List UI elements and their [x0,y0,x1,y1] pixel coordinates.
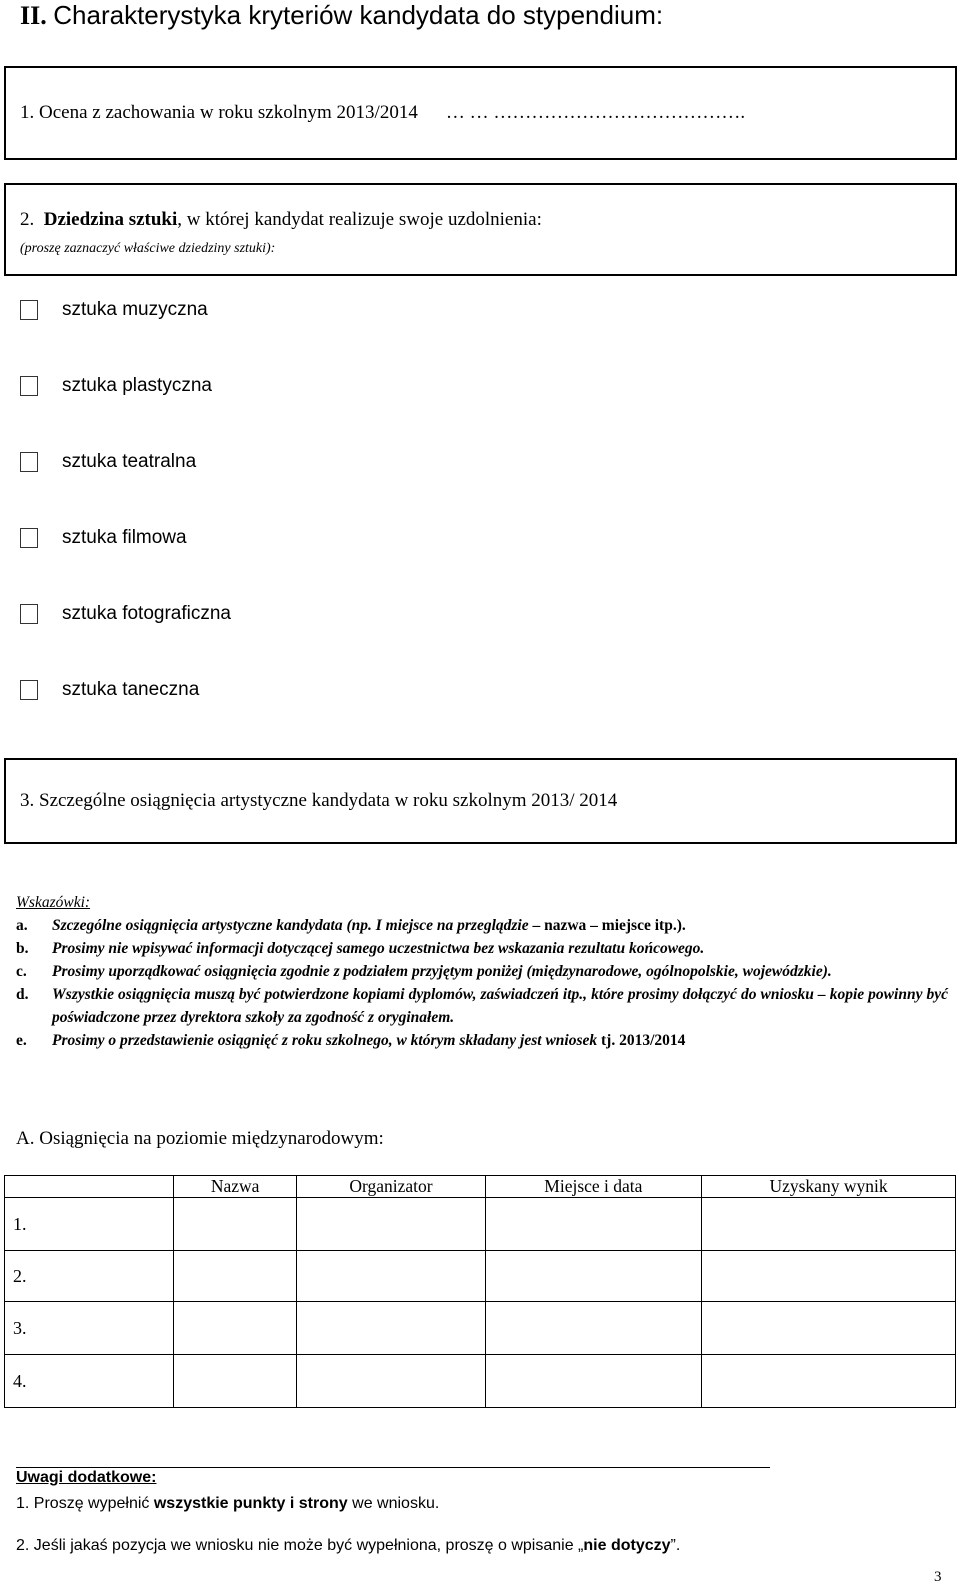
table-cell[interactable] [702,1355,956,1408]
checkbox[interactable] [20,452,38,472]
row-number: 1. [5,1198,174,1251]
table-cell[interactable] [485,1198,701,1251]
option-dance[interactable] [20,676,199,704]
art-field-number: 2. [20,209,35,230]
behavior-grade-question [20,102,745,124]
notes-header-text: Uwagi dodatkowe: [16,1469,157,1486]
table-cell[interactable] [702,1302,956,1355]
table-cell[interactable] [297,1302,485,1355]
checkbox[interactable] [20,300,38,320]
table-cell[interactable] [174,1251,297,1302]
hint-text: Wszystkie osiągnięcia muszą być potwierdzone kopiami dyplomów, zaświadczeń itp., które prosimy dołączyć do wniosku – kopie powinny być poświadczone przez dyrektora szkoły za zgodność z oryginałem. [52,986,948,1026]
section-title-text: Charakterystyka kryteriów kandydata do stypendium: [53,0,664,30]
section-number: II. [20,1,47,30]
hint-text: Prosimy uporządkować osiągnięcia zgodnie z podziałem przyjętym poniżej (międzynarodowe, ogólnopolskie, wojewódzkie). [52,963,832,980]
option-visual-art[interactable] [20,372,212,400]
option-label: sztuka filmowa [62,527,187,548]
table-row [5,1251,956,1302]
hints-header: Wskazówki: [16,894,91,911]
table-cell[interactable] [485,1302,701,1355]
behavior-grade-label: 1. Ocena z zachowania w roku szkolnym 2013/2014 [20,102,418,123]
behavior-grade-field[interactable]: … … …………………………………. [445,102,746,123]
hint-c [16,960,948,983]
art-field-text: , w której kandydat realizuje swoje uzdolnienia: [177,209,542,230]
column-header-result: Uzyskany wynik [702,1176,956,1198]
row-number: 4. [5,1355,174,1408]
hint-text-upright: – nazwa – miejsce itp.). [532,917,686,934]
table-cell[interactable] [485,1355,701,1408]
achievements-table [4,1175,956,1408]
note-bold: wszystkie punkty i strony [153,1495,348,1512]
option-label: sztuka plastyczna [62,375,212,396]
checkbox[interactable] [20,680,38,700]
hint-e [16,1029,948,1052]
art-field-instruction: (proszę zaznaczyć właściwe dziedziny sztuki): [20,241,276,256]
table-cell[interactable] [174,1355,297,1408]
note-text: 2. Jeśli jakaś pozycja we wniosku nie może być wypełniona, proszę o wpisanie „ [16,1537,584,1554]
behavior-grade-box [4,66,957,160]
note-text: 1. Proszę wypełnić [16,1495,154,1512]
notes-separator [16,1467,770,1468]
hint-text-upright: tj. 2013/2014 [601,1032,686,1049]
option-photography[interactable] [20,600,231,628]
hints-block [16,891,948,1052]
hint-letter: d. [16,986,29,1003]
row-number: 3. [5,1302,174,1355]
table-header-row [5,1176,956,1198]
section-text: Osiągnięcia na poziomie międzynarodowym: [39,1128,384,1149]
option-theatre[interactable] [20,448,196,476]
table-cell[interactable] [174,1198,297,1251]
achievements-box [4,758,957,844]
page-number: 3 [934,1569,942,1585]
table-row [5,1355,956,1408]
option-label: sztuka teatralna [62,451,197,472]
column-header-name: Nazwa [174,1176,297,1198]
section-title [20,0,663,31]
table-cell[interactable] [297,1251,485,1302]
note-1 [16,1495,439,1513]
note-text: we wniosku. [347,1495,440,1512]
note-text: ”. [670,1537,681,1554]
hint-text: Prosimy nie wpisywać informacji dotyczącej samego uczestnictwa bez wskazania rezultatu końcowego. [52,940,705,957]
art-field-bold: Dziedzina sztuki [43,209,178,230]
table-cell[interactable] [702,1198,956,1251]
hint-letter: a. [16,917,28,934]
hint-a [16,914,948,937]
column-header-organizer: Organizator [297,1176,485,1198]
hint-letter: c. [16,963,27,980]
table-corner-cell [5,1176,174,1198]
row-number: 2. [5,1251,174,1302]
checkbox[interactable] [20,528,38,548]
hint-letter: b. [16,940,29,957]
table-row [5,1198,956,1251]
option-label: sztuka muzyczna [62,299,208,320]
note-2 [16,1537,680,1555]
hint-text: Szczególne osiągnięcia artystyczne kandydata (np. I miejsce na przeglądzie [52,917,533,934]
art-field-box [4,183,957,276]
hint-letter: e. [16,1032,27,1049]
achievements-question: 3. Szczególne osiągnięcia artystyczne kandydata w roku szkolnym 2013/ 2014 [20,790,618,811]
section-letter: A. [16,1128,35,1149]
notes-header [16,1469,156,1487]
hint-b [16,937,948,960]
checkbox[interactable] [20,376,38,396]
international-section-title [16,1128,384,1150]
option-music[interactable] [20,296,208,324]
note-bold: nie dotyczy [583,1537,671,1554]
table-row [5,1302,956,1355]
hint-d [16,983,948,1029]
column-header-place-date: Miejsce i data [485,1176,701,1198]
hint-text: Prosimy o przedstawienie osiągnięć z roku szkolnego, w którym składany jest wniosek [52,1032,601,1049]
table-cell[interactable] [297,1198,485,1251]
art-field-question [20,209,542,231]
table-cell[interactable] [485,1251,701,1302]
checkbox[interactable] [20,604,38,624]
option-label: sztuka taneczna [62,679,200,700]
table-cell[interactable] [702,1251,956,1302]
table-cell[interactable] [297,1355,485,1408]
option-film[interactable] [20,524,187,552]
table-cell[interactable] [174,1302,297,1355]
option-label: sztuka fotograficzna [62,603,231,624]
